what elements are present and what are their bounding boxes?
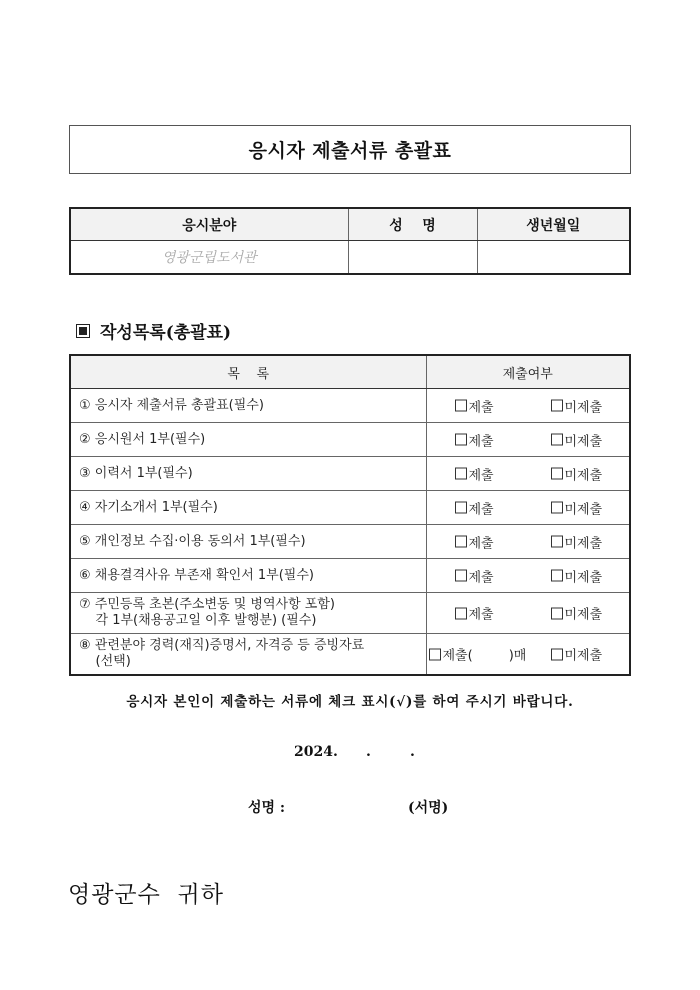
submitted-option[interactable] xyxy=(455,532,494,551)
item-label-line1: ⑦ 주민등록 초본(주소변동 및 병역사항 포함) xyxy=(79,597,335,612)
applicant-info-table xyxy=(69,207,631,275)
checklist-row xyxy=(70,634,630,676)
status-cell xyxy=(426,389,630,423)
option-label: 미제출 xyxy=(564,502,603,517)
checkbox-icon[interactable] xyxy=(455,536,467,548)
option-label: 미제출 xyxy=(564,434,603,449)
not-submitted-option[interactable] xyxy=(551,645,603,664)
submitted-option[interactable] xyxy=(455,566,494,585)
item-label-line1: ⑧ 관련분야 경력(재직)증명서, 자격증 등 증빙자료 xyxy=(79,638,365,653)
item-label: ③ 이력서 1부(필수) xyxy=(70,457,426,491)
not-submitted-option[interactable] xyxy=(551,396,603,415)
checkbox-icon[interactable] xyxy=(551,648,563,660)
quantity-unit: )매 xyxy=(508,648,527,664)
checkbox-icon[interactable] xyxy=(551,468,563,480)
item-label-line2: (선택) xyxy=(79,654,131,669)
submitted-with-quantity-option[interactable] xyxy=(429,645,527,664)
checkbox-icon[interactable] xyxy=(455,607,467,619)
checkbox-icon[interactable] xyxy=(455,400,467,412)
checkbox-icon[interactable] xyxy=(551,570,563,582)
item-label: ④ 자기소개서 1부(필수) xyxy=(70,491,426,525)
date-year[interactable]: 2024. xyxy=(294,744,338,760)
checkbox-icon[interactable] xyxy=(455,570,467,582)
option-label: 제출 xyxy=(468,468,494,483)
applicant-info-header-row xyxy=(70,208,630,241)
checkbox-icon[interactable] xyxy=(551,607,563,619)
not-submitted-option[interactable] xyxy=(551,532,603,551)
submitted-option[interactable] xyxy=(455,464,494,483)
status-cell xyxy=(426,634,630,676)
header-items: 목 록 xyxy=(70,355,426,389)
checkbox-icon[interactable] xyxy=(551,434,563,446)
option-label: 미제출 xyxy=(564,607,603,623)
birthdate-value[interactable] xyxy=(477,241,630,275)
option-label: 제출 xyxy=(468,607,494,623)
name-value[interactable] xyxy=(348,241,477,275)
checkbox-icon[interactable] xyxy=(455,468,467,480)
field-value[interactable]: 영광군립도서관 xyxy=(70,241,348,275)
item-label: ② 응시원서 1부(필수) xyxy=(70,423,426,457)
option-label: 제출 xyxy=(468,400,494,415)
option-label: 제출( xyxy=(442,648,473,664)
checkbox-icon[interactable] xyxy=(429,648,441,660)
item-label: ⑤ 개인정보 수집·이용 동의서 1부(필수) xyxy=(70,525,426,559)
checklist-row xyxy=(70,389,630,423)
checklist-row xyxy=(70,423,630,457)
checkbox-icon[interactable] xyxy=(551,536,563,548)
checklist-row xyxy=(70,457,630,491)
header-submission-status: 제출여부 xyxy=(426,355,630,389)
status-cell xyxy=(426,593,630,634)
option-label: 미제출 xyxy=(564,570,603,585)
status-cell xyxy=(426,525,630,559)
option-label: 미제출 xyxy=(564,468,603,483)
item-label: ⑥ 채용결격사유 부존재 확인서 1부(필수) xyxy=(70,559,426,593)
item-label-line2: 각 1부(채용공고일 이후 발행분) (필수) xyxy=(79,613,317,628)
checkbox-icon[interactable] xyxy=(455,434,467,446)
item-label xyxy=(70,634,426,676)
option-label: 미제출 xyxy=(564,400,603,415)
header-name: 성 명 xyxy=(348,208,477,241)
check-instruction-notice: 응시자 본인이 제출하는 서류에 체크 표시(√)를 하여 주시기 바랍니다. xyxy=(126,694,574,710)
option-label: 미제출 xyxy=(564,648,603,664)
checklist-row xyxy=(70,491,630,525)
document-title-box xyxy=(69,125,631,174)
section-heading-text: 작성목록(총괄표) xyxy=(100,323,232,343)
status-cell xyxy=(426,457,630,491)
checklist-header-row xyxy=(70,355,630,389)
header-birthdate: 생년월일 xyxy=(477,208,630,241)
submitted-option[interactable] xyxy=(455,498,494,517)
date-month-separator: . xyxy=(366,744,371,760)
addressee: 영광군수 귀하 xyxy=(68,882,224,908)
submitted-option[interactable] xyxy=(455,430,494,449)
not-submitted-option[interactable] xyxy=(551,464,603,483)
item-label: ① 응시자 제출서류 총괄표(필수) xyxy=(70,389,426,423)
option-label: 미제출 xyxy=(564,536,603,551)
signature-mark: (서명) xyxy=(408,800,449,816)
checklist-row xyxy=(70,525,630,559)
option-label: 제출 xyxy=(468,536,494,551)
date-day-separator: . xyxy=(410,744,415,760)
not-submitted-option[interactable] xyxy=(551,498,603,517)
checklist-table xyxy=(69,354,631,676)
checklist-row xyxy=(70,559,630,593)
status-cell xyxy=(426,491,630,525)
submitted-option[interactable] xyxy=(455,396,494,415)
applicant-info-value-row xyxy=(70,241,630,275)
checkbox-icon[interactable] xyxy=(551,400,563,412)
status-cell xyxy=(426,423,630,457)
signature-name-label: 성명 : xyxy=(248,800,286,816)
header-field: 응시분야 xyxy=(70,208,348,241)
option-label: 제출 xyxy=(468,434,494,449)
status-cell xyxy=(426,559,630,593)
filled-square-icon xyxy=(76,324,90,338)
checkbox-icon[interactable] xyxy=(551,502,563,514)
document-title: 응시자 제출서류 총괄표 xyxy=(248,140,452,162)
checklist-row xyxy=(70,593,630,634)
not-submitted-option[interactable] xyxy=(551,430,603,449)
item-label xyxy=(70,593,426,634)
option-label: 제출 xyxy=(468,502,494,517)
checkbox-icon[interactable] xyxy=(455,502,467,514)
not-submitted-option[interactable] xyxy=(551,604,603,623)
submitted-option[interactable] xyxy=(455,604,494,623)
option-label: 제출 xyxy=(468,570,494,585)
section-heading xyxy=(76,318,231,343)
not-submitted-option[interactable] xyxy=(551,566,603,585)
